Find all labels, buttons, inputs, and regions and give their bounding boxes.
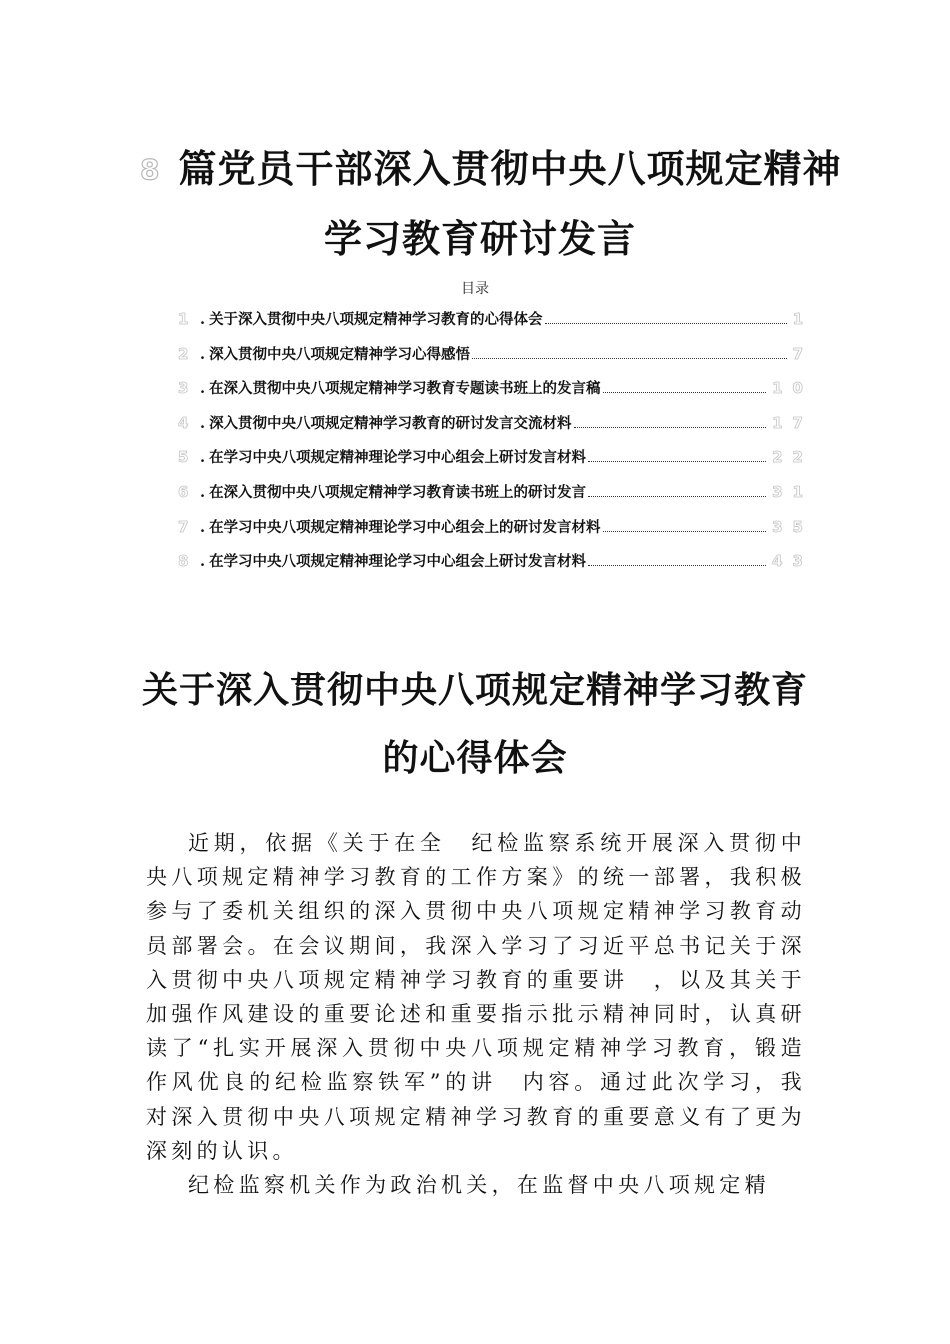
toc-leader-dots xyxy=(574,426,767,428)
toc-item-text: 在深入贯彻中央八项规定精神学习教育专题读书班上的发言稿 xyxy=(209,380,601,398)
toc-item-number: 6 xyxy=(178,482,198,501)
toc-item-text: 深入贯彻中央八项规定精神学习心得感悟 xyxy=(209,345,471,363)
toc-item-3[interactable]: 3 . 在深入贯彻中央八项规定精神学习教育专题读书班上的发言稿 10 xyxy=(178,379,813,398)
body-paragraph-2: 纪检监察机关作为政治机关，在监督中央八项规定精 xyxy=(188,1173,770,1198)
toc-item-text: 关于深入贯彻中央八项规定精神学习教育的心得体会 xyxy=(209,311,543,328)
document-title-line-1 xyxy=(140,138,842,193)
toc-item-7[interactable]: 7 . 在学习中央八项规定精神理论学习中心组会上的研讨发言材料 35 xyxy=(178,517,813,536)
document-title-line-2: 学习教育研讨发言 xyxy=(323,216,636,261)
toc-leader-dots xyxy=(603,530,767,532)
toc-item-number: 1 xyxy=(178,310,198,328)
section-title-line-2: 的心得体会 xyxy=(382,737,568,779)
toc-item-text: 在学习中央八项规定精神理论学习中心组会上的研讨发言材料 xyxy=(209,518,601,536)
toc-item-5[interactable]: 5 . 在学习中央八项规定精神理论学习中心组会上研讨发言材料 22 xyxy=(178,448,813,467)
toc-item-2[interactable]: 2 . 深入贯彻中央八项规定精神学习心得感悟 7 xyxy=(178,344,813,363)
document-title-text-1: 篇党员干部深入贯彻中央八项规定精神 xyxy=(178,146,842,191)
toc-item-text: 在学习中央八项规定精神理论学习中心组会上研讨发言材料 xyxy=(209,553,587,571)
toc-leader-dots xyxy=(588,564,766,566)
table-of-contents xyxy=(178,308,813,585)
toc-item-number: 7 xyxy=(178,517,198,536)
toc-item-page: 22 xyxy=(772,448,813,467)
toc-leader-dots xyxy=(545,322,787,324)
toc-leader-dots xyxy=(588,460,766,462)
toc-item-page: 43 xyxy=(772,552,813,571)
toc-item-number: 8 xyxy=(178,552,198,571)
toc-item-4[interactable]: 4 . 深入贯彻中央八项规定精神学习教育的研讨发言交流材料 17 xyxy=(178,413,813,432)
toc-item-text: 在学习中央八项规定精神理论学习中心组会上研讨发言材料 xyxy=(209,449,587,467)
section-body xyxy=(146,826,806,1202)
toc-item-page: 17 xyxy=(772,413,813,432)
section-title-line-1: 关于深入贯彻中央八项规定精神学习教育 xyxy=(141,669,808,711)
toc-item-number: 3 xyxy=(178,379,198,398)
toc-heading: 目录 xyxy=(461,281,489,297)
toc-item-number: 5 xyxy=(178,448,198,467)
toc-item-number: 2 xyxy=(178,344,198,363)
toc-item-8[interactable]: 8 . 在学习中央八项规定精神理论学习中心组会上研讨发言材料 43 xyxy=(178,552,813,571)
toc-item-page: 35 xyxy=(772,517,813,536)
toc-item-1[interactable]: 1 . 关于深入贯彻中央八项规定精神学习教育的心得体会 1 xyxy=(178,310,813,328)
toc-leader-dots xyxy=(603,391,767,393)
toc-item-number: 4 xyxy=(178,413,198,432)
toc-item-text: 在深入贯彻中央八项规定精神学习教育读书班上的研讨发言 xyxy=(209,483,587,501)
toc-item-6[interactable]: 6 . 在深入贯彻中央八项规定精神学习教育读书班上的研讨发言 31 xyxy=(178,482,813,501)
document-count-number: 8 xyxy=(140,153,161,186)
toc-leader-dots xyxy=(472,357,787,359)
toc-item-page: 31 xyxy=(772,482,813,501)
toc-item-page: 10 xyxy=(772,379,813,398)
toc-item-page: 1 xyxy=(792,310,813,328)
toc-item-text: 深入贯彻中央八项规定精神学习教育的研讨发言交流材料 xyxy=(209,414,572,432)
toc-leader-dots xyxy=(588,495,766,497)
body-paragraph-1: 近期，依据《关于在全 纪检监察系统开展深入贯彻中央八项规定精神学习教育的工作方案》的统一部署，我积极参与了委机关组织的深入贯彻中央八项规定精神学习教育动员部署会。在会议期间，我深入学习了习近平总书记关于深入贯彻中央八项规定精神学习教育的重要讲 ，以及其关于加强作风建设的重要论述和重要指示批示精神同时，认真研读了“扎实开展深入贯彻中央八项规定精神学习教育，锻造作风优良的纪检监察铁军”的讲 内容。通过此次学习，我对深入贯彻中央八项规定精神学习教育的重要意义有了更为深刻的认识。 xyxy=(146,831,806,1163)
toc-item-page: 7 xyxy=(792,344,813,363)
